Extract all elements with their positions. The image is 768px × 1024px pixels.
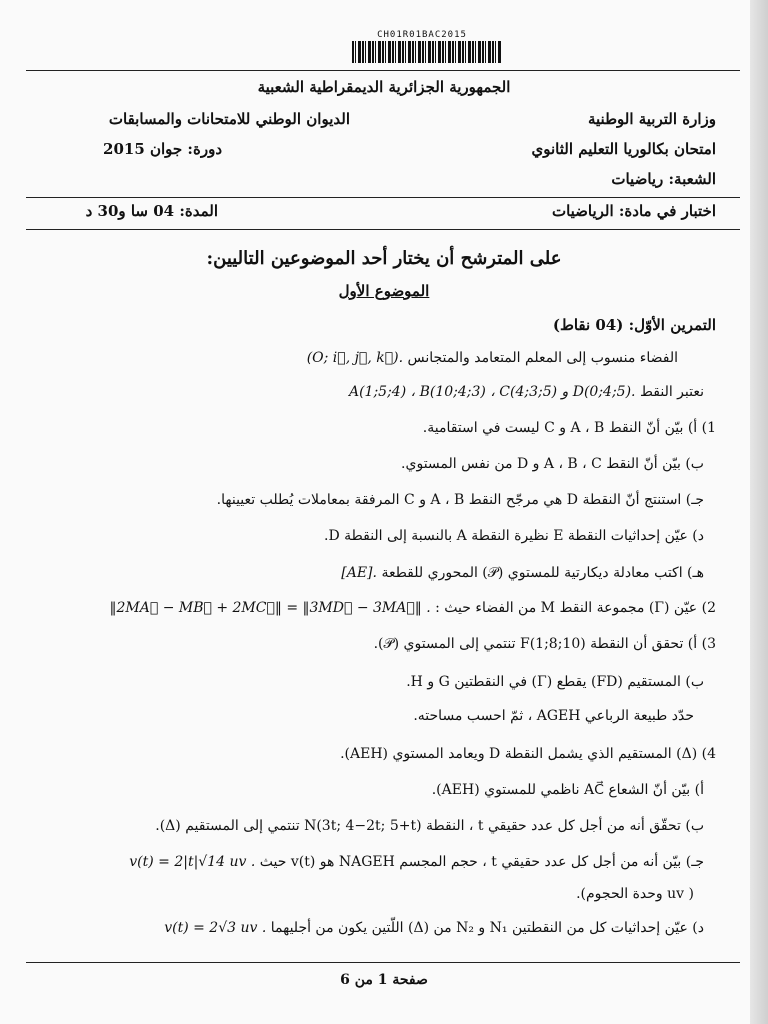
- document-code: CH01R01BAC2015: [377, 30, 467, 40]
- exercise-line: [324, 528, 704, 544]
- exercise-line: [576, 886, 694, 902]
- line-text: هـ) اكتب معادلة ديكارتية للمستوي (𝒫) المحوري للقطعة: [381, 565, 704, 581]
- line-formula: [AE].: [341, 565, 377, 581]
- line-formula: (O; i⃗, j⃗, k⃗).: [306, 350, 404, 366]
- exercise-title: التمرين الأوّل: (04 نقاط): [552, 316, 716, 334]
- exercise-line: [413, 708, 694, 724]
- line-text: حدّد طبيعة الرباعي AGEH ، ثمّ احسب مساحته.: [413, 708, 694, 724]
- line-text: أ) بيّن أنّ الشعاع AC⃗ ناظمي للمستوي (AEH).: [431, 782, 704, 798]
- exam-label: امتحان بكالوريا التعليم الثانوي: [531, 140, 716, 158]
- line-text: جـ) استنتج أنّ النقطة D هي مرجّح النقط A ، B و C المرفقة بمعاملات يُطلب تعيينها.: [216, 492, 704, 508]
- exercise-line: [164, 920, 704, 936]
- line-text: ب) المستقيم (FD) يقطع (Γ) في النقطتين G و H.: [406, 674, 704, 690]
- line-formula: v(t) = 2√3 uv .: [164, 920, 267, 936]
- page-number: صفحة 1 من 6: [340, 972, 428, 988]
- line-text: 2) عيّن (Γ) مجموعة النقط M من الفضاء حيث :: [435, 600, 716, 616]
- exercise-line: [307, 350, 678, 366]
- exercise-line: [349, 384, 704, 400]
- line-text: ب) بيّن أنّ النقط A ، B ، C و D من نفس المستوي.: [401, 456, 704, 472]
- subject-label: اختبار في مادة: الرياضيات: [551, 202, 716, 220]
- barcode: [352, 41, 502, 63]
- header-top-rule: [26, 70, 740, 71]
- exercise-line: [432, 782, 704, 798]
- exercise-line: [406, 674, 704, 690]
- exercise-line: [129, 854, 704, 870]
- line-text: 3) أ) تحقق أن النقطة F(1;8;10) تنتمي إلى المستوي (𝒫).: [373, 636, 716, 652]
- footer-rule: [26, 962, 740, 963]
- line-text: ( uv وحدة الحجوم).: [576, 886, 694, 902]
- exercise-line: [217, 492, 704, 508]
- ministry-label: وزارة التربية الوطنية: [587, 110, 716, 128]
- duration-label: المدة: 04 سا و30 د: [85, 202, 218, 220]
- line-formula: v(t) = 2|t|√14 uv .: [129, 854, 256, 870]
- line-text: جـ) بيّن أنه من أجل كل عدد حقيقي t ، حجم المجسم NAGEH هو v(t) حيث: [259, 854, 704, 870]
- exercise-line: [374, 636, 716, 652]
- exercise-line: [109, 600, 716, 616]
- scan-edge: [750, 0, 768, 1024]
- line-text: د) عيّن إحداثيات النقطة E نظيرة النقطة A بالنسبة إلى النقطة D.: [323, 528, 704, 544]
- line-text: نعتبر النقط: [639, 384, 704, 400]
- line-text: ب) تحقّق أنه من أجل كل عدد حقيقي t ، النقطة N(3t; 4−2t; 5+t) تنتمي إلى المستقيم (Δ).: [155, 818, 704, 834]
- topic-title: الموضوع الأول: [338, 282, 430, 300]
- line-formula: A(1;5;4) ، B(10;4;3) ، C(4;3;5) و D(0;4;5).: [348, 384, 636, 400]
- line-text: الفضاء منسوب إلى المعلم المتعامد والمتجانس: [407, 350, 678, 366]
- office-label: الديوان الوطني للامتحانات والمسابقات: [108, 110, 350, 128]
- line-text: د) عيّن إحداثيات كل من النقطتين N₁ و N₂ من (Δ) اللّتين يكون من أجليهما: [270, 920, 704, 936]
- instructions: على المترشح أن يختار أحد الموضوعين التاليين:: [206, 248, 562, 269]
- republic-title: الجمهورية الجزائرية الديمقراطية الشعبية: [257, 78, 511, 96]
- line-formula: ‖2MA⃗ − MB⃗ + 2MC⃗‖ = ‖3MD⃗ − 3MA⃗‖ .: [109, 600, 431, 616]
- exercise-line: [155, 818, 704, 834]
- line-text: 4) (Δ) المستقيم الذي يشمل النقطة D ويعامد المستوي (AEH).: [340, 746, 716, 762]
- exercise-line: [423, 420, 716, 436]
- exercise-line: [401, 456, 704, 472]
- header-mid-rule: [26, 197, 740, 198]
- line-text: 1) أ) بيّن أنّ النقط A ، B و C ليست في استقامية.: [422, 420, 716, 436]
- header-bottom-rule: [26, 229, 740, 230]
- exercise-line: [341, 565, 704, 581]
- exercise-line: [340, 746, 716, 762]
- session-label: دورة: جوان 2015: [103, 140, 222, 158]
- branch-label: الشعبة: رياضيات: [611, 170, 716, 188]
